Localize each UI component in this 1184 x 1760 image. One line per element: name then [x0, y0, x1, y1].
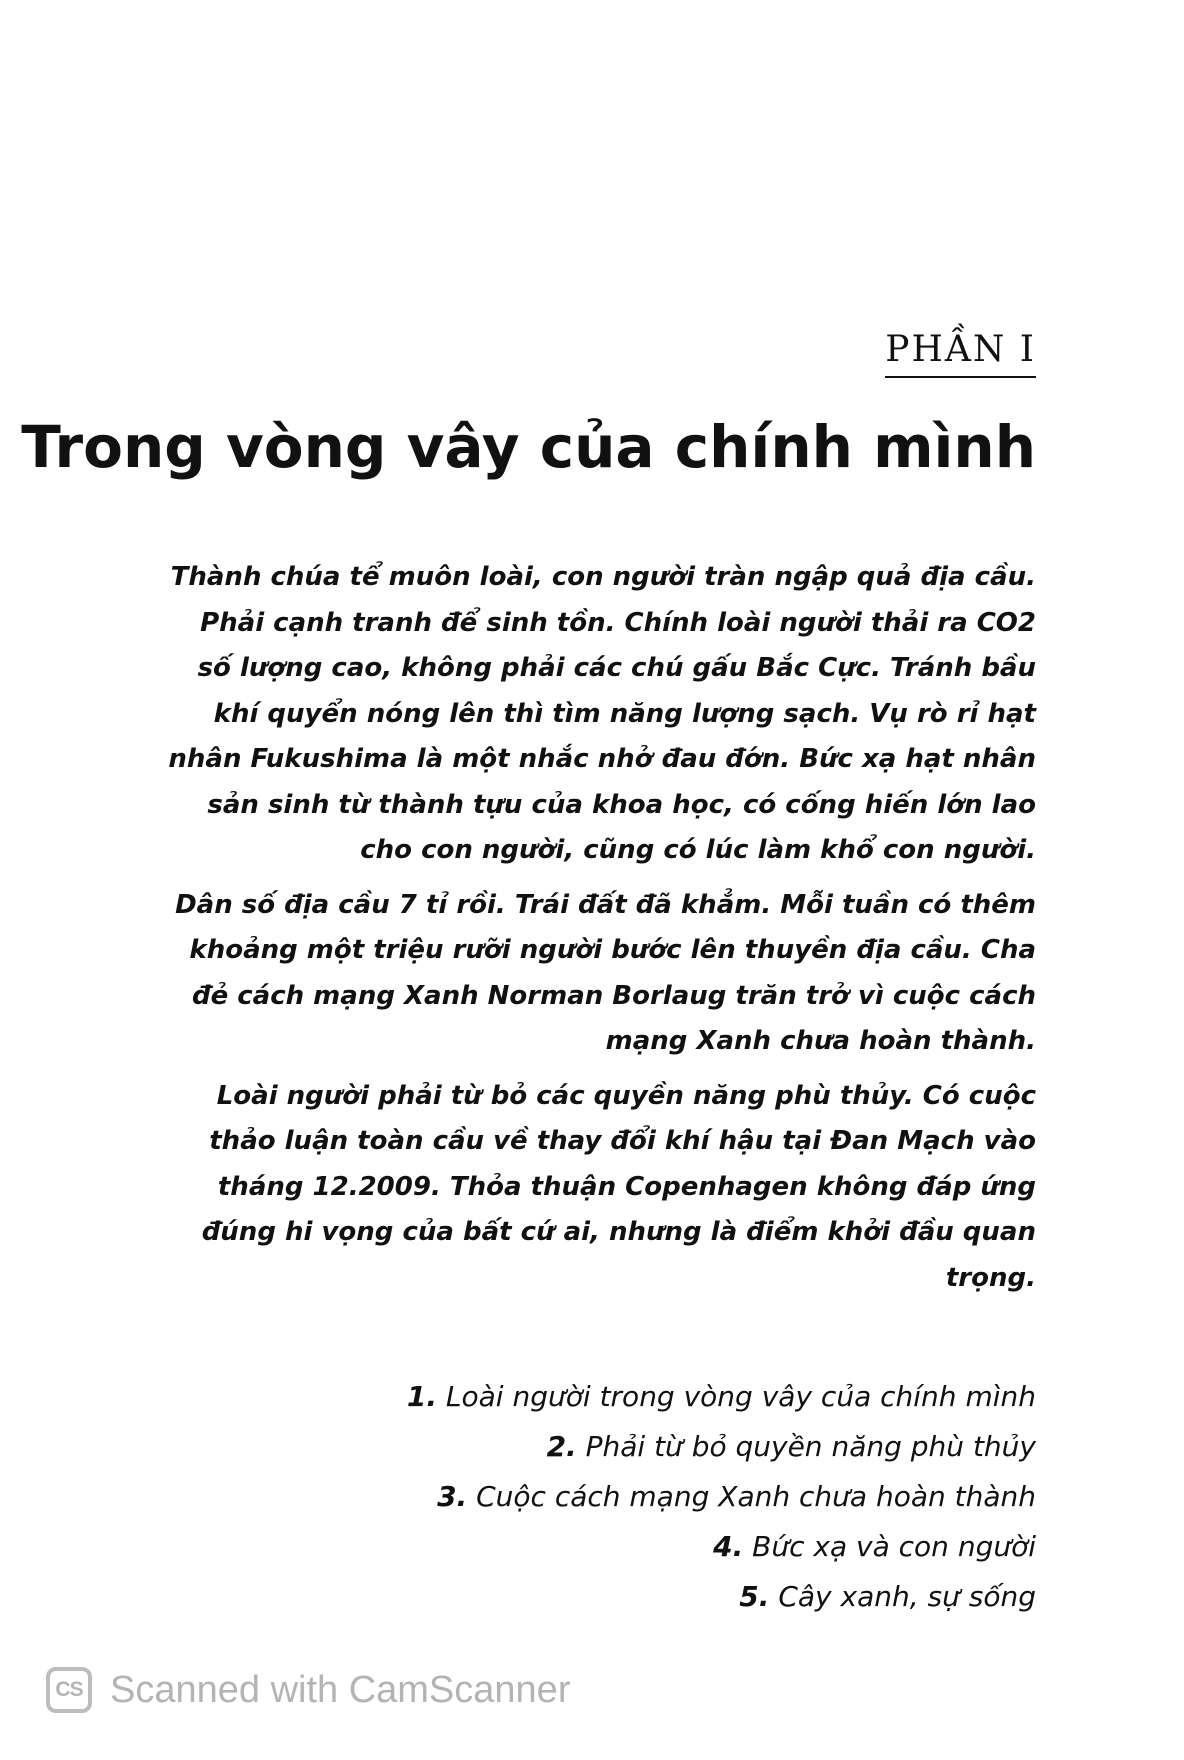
- toc-item-number: 1.: [406, 1380, 438, 1413]
- toc-item: [407, 1572, 1036, 1622]
- intro-text: [160, 555, 1036, 1310]
- camscanner-watermark: [46, 1663, 570, 1717]
- intro-paragraph: Loài người phải từ bỏ các quyền năng phù thủy. Có cuộc thảo luận toàn cầu về thay đổi khí hậu tại Đan Mạch vào tháng 12.2009. Thỏa thuận Copenhagen không đáp ứng đúng hi vọng của bất cứ ai, nhưng là điểm khởi đầu quan trọng.: [201, 1080, 1036, 1293]
- chapter-title: Trong vòng vây của chính mình: [21, 413, 1036, 481]
- camscanner-logo-icon: CS: [46, 1667, 92, 1713]
- toc-item-title: Loài người trong vòng vây của chính mình: [445, 1380, 1036, 1413]
- toc-item-title: Bức xạ và con người: [752, 1530, 1036, 1563]
- toc-item-number: 4.: [713, 1530, 744, 1563]
- toc-item-title: Cuộc cách mạng Xanh chưa hoàn thành: [476, 1480, 1036, 1513]
- toc-item: [407, 1422, 1036, 1472]
- toc-item: [407, 1472, 1036, 1522]
- toc-item-number: 2.: [546, 1430, 577, 1463]
- table-of-contents: [407, 1372, 1036, 1622]
- intro-paragraph: Dân số địa cầu 7 tỉ rồi. Trái đất đã khẳm. Mỗi tuần có thêm khoảng một triệu rưỡi người bước lên thuyền địa cầu. Cha đẻ cách mạng Xanh Norman Borlaug trăn trở vì cuộc cách mạng Xanh chưa hoàn thành.: [175, 889, 1036, 1056]
- toc-item-number: 3.: [437, 1480, 468, 1513]
- toc-item-number: 5.: [739, 1580, 770, 1613]
- intro-paragraph: Thành chúa tể muôn loài, con người tràn ngập quả địa cầu. Phải cạnh tranh để sinh tồn. Chính loài người thải ra CO2 số lượng cao, không phải các chú gấu Bắc Cực. Tránh bầu khí quyển nóng lên thì tìm năng lượng sạch. Vụ rò rỉ hạt nhân Fukushima là một nhắc nhở đau đớn. Bức xạ hạt nhân sản sinh từ thành tựu của khoa học, có cống hiến lớn lao cho con người, cũng có lúc làm khổ con người.: [168, 562, 1036, 865]
- watermark-text: Scanned with CamScanner: [110, 1668, 571, 1711]
- toc-item: [407, 1522, 1036, 1572]
- part-label: PHẦN I: [885, 328, 1036, 378]
- toc-item-title: Cây xanh, sự sống: [778, 1580, 1036, 1613]
- toc-item: [407, 1372, 1036, 1422]
- toc-item-title: Phải từ bỏ quyền năng phù thủy: [585, 1430, 1036, 1463]
